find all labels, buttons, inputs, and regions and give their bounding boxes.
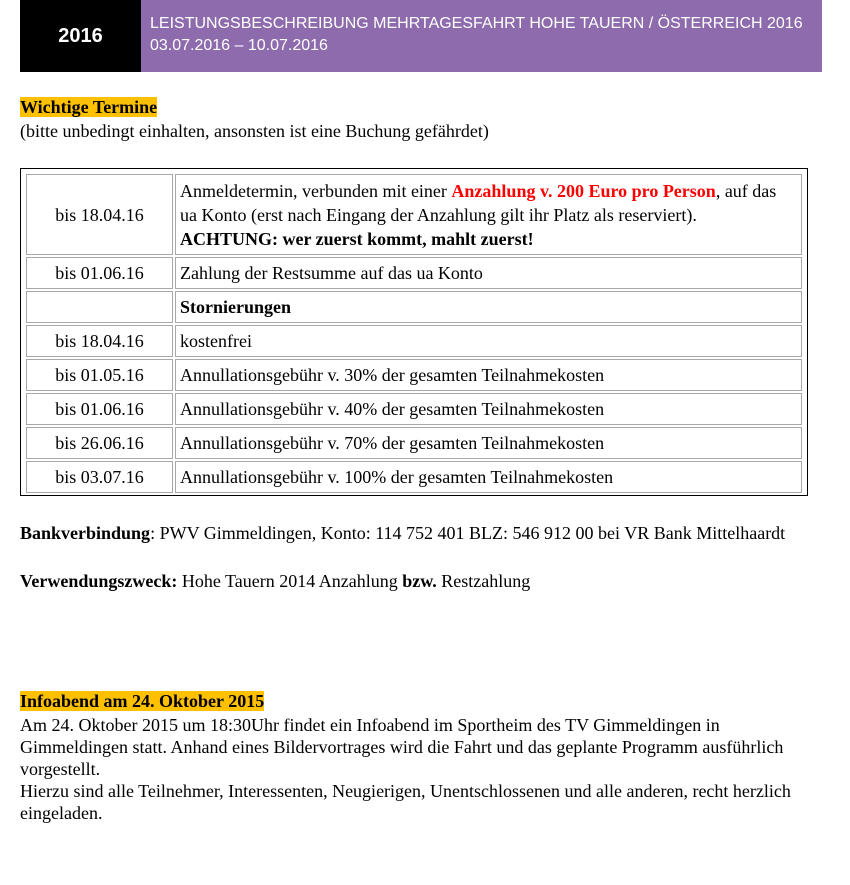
table-row — [26, 325, 802, 357]
termine-table-wrap — [20, 168, 808, 496]
verwendungszweck — [20, 570, 530, 592]
infoabend-paragraph-1: Am 24. Oktober 2015 um 18:30Uhr findet ein Infoabend im Sportheim des TV Gimmeldingen in Gimmeldingen statt. Anhand eines Bildervortrages wird die Fahrt und das geplante Programm ausführlich vorgestellt. — [20, 715, 784, 779]
anzahlung-highlight: Anzahlung v. 200 Euro pro Person — [451, 180, 716, 201]
zweck-label: Verwendungszweck: — [20, 571, 178, 591]
header-title — [141, 0, 822, 72]
bank-label: Bankverbindung — [20, 523, 151, 543]
date-cell: bis 18.04.16 — [26, 174, 173, 255]
termine-heading-wrap — [20, 96, 157, 118]
table-row — [26, 359, 802, 391]
termine-table — [24, 172, 804, 495]
date-cell: bis 18.04.16 — [26, 325, 173, 357]
text-cell: Annullationsgebühr v. 70% der gesamten Teilnahmekosten — [175, 427, 802, 459]
infoabend-heading: Infoabend am 24. Oktober 2015 — [20, 691, 265, 711]
header-year: 2016 — [20, 0, 141, 72]
date-cell: bis 01.05.16 — [26, 359, 173, 391]
header-title-line1: LEISTUNGSBESCHREIBUNG MEHRTAGESFAHRT HOHE TAUERN / ÖSTERREICH 2016 — [150, 15, 803, 32]
page-header — [20, 0, 822, 72]
table-row — [26, 174, 802, 255]
termine-note: (bitte unbedingt einhalten, ansonsten ist eine Buchung gefährdet) — [20, 121, 489, 141]
table-row — [26, 291, 802, 323]
anmelde-text-b: , auf das ua Konto (erst nach Eingang der Anzahlung gilt ihr Platz als reserviert). — [180, 180, 777, 225]
table-row — [26, 427, 802, 459]
achtung-text: ACHTUNG: wer zuerst kommt, mahlt zuerst! — [180, 228, 534, 249]
zweck-text-a: Hohe Tauern 2014 Anzahlung — [177, 571, 403, 591]
text-cell: Annullationsgebühr v. 100% der gesamten Teilnahmekosten — [175, 461, 802, 493]
date-cell: bis 26.06.16 — [26, 427, 173, 459]
text-cell: Annullationsgebühr v. 30% der gesamten Teilnahmekosten — [175, 359, 802, 391]
zweck-text-b: Restzahlung — [436, 571, 531, 591]
bank-text: : PWV Gimmeldingen, Konto: 114 752 401 BLZ: 546 912 00 bei VR Bank Mittelhaardt — [150, 523, 786, 543]
storno-heading: Stornierungen — [175, 291, 802, 323]
date-cell: bis 03.07.16 — [26, 461, 173, 493]
text-cell: Zahlung der Restsumme auf das ua Konto — [175, 257, 802, 289]
infoabend-heading-wrap — [20, 690, 264, 712]
anmelde-text-a: Anmeldetermin, verbunden mit einer — [180, 180, 452, 201]
bank-details — [20, 522, 820, 544]
text-cell: Annullationsgebühr v. 40% der gesamten Teilnahmekosten — [175, 393, 802, 425]
table-row — [26, 257, 802, 289]
header-title-line2: 03.07.2016 – 10.07.2016 — [150, 37, 328, 54]
date-cell: bis 01.06.16 — [26, 257, 173, 289]
date-cell — [26, 291, 173, 323]
termine-heading: Wichtige Termine — [20, 97, 158, 117]
text-cell: kostenfrei — [175, 325, 802, 357]
text-cell — [175, 174, 802, 255]
zweck-bold: bzw. — [402, 571, 437, 591]
table-row — [26, 393, 802, 425]
date-cell: bis 01.06.16 — [26, 393, 173, 425]
infoabend-paragraph-2: Hierzu sind alle Teilnehmer, Interessenten, Neugierigen, Unentschlossenen und alle anderen, recht herzlich eingeladen. — [20, 781, 791, 823]
table-row — [26, 461, 802, 493]
infoabend-body — [20, 714, 820, 824]
